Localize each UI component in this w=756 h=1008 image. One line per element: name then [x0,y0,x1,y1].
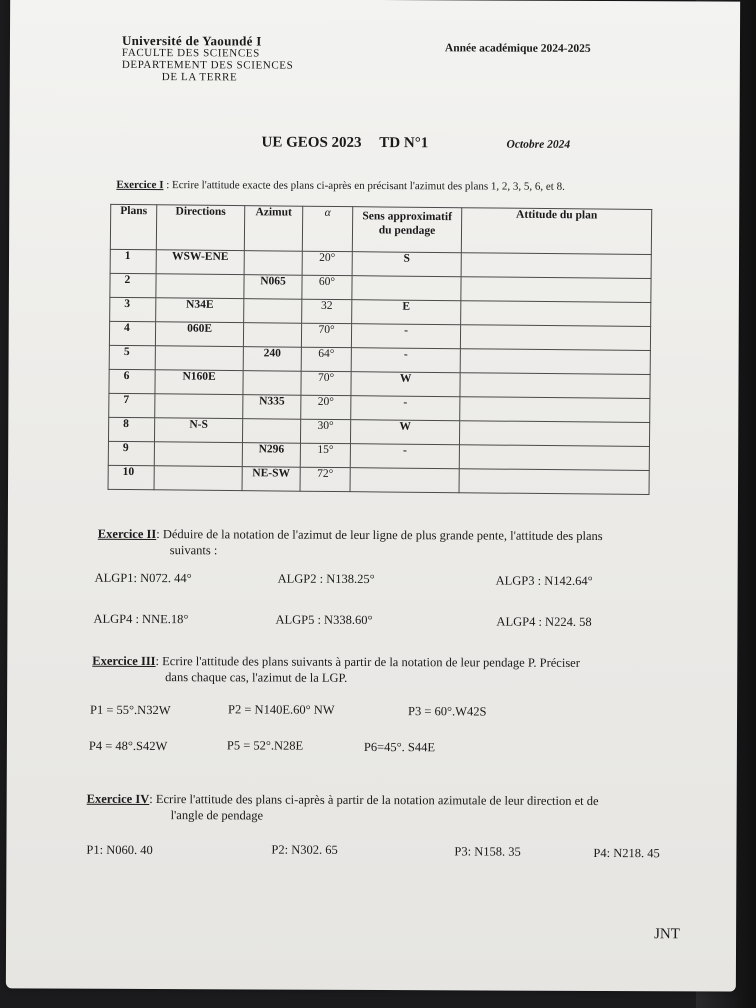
table-cell [155,394,243,419]
faculty-name: FACULTE DES SCIENCES [121,46,260,60]
table-cell: 20° [301,395,351,419]
attitude-table [108,204,653,495]
col-header: Attitude du plan [461,208,651,255]
table-cell: N296 [242,443,300,468]
table-cell: 2 [110,273,156,297]
table-cell [461,277,651,303]
table-cell: 32 [302,299,352,323]
table-cell [350,468,459,493]
exercise-2-instruction-cont: suivants : [169,543,218,558]
table-cell: WSW-ENE [156,250,244,275]
algp-item: ALGP2 : N138.25° [277,571,375,587]
exercise-2-label: Exercice II [97,526,157,542]
col-header: α [302,206,352,251]
table-cell: - [351,324,460,349]
plane-item: P2 = N140E.60° NW [228,702,335,717]
table-cell [243,323,301,348]
signature-initials: JNT [654,926,680,943]
document-date: Octobre 2024 [506,138,571,151]
table-cell [155,346,243,371]
table-cell: 7 [109,393,155,417]
table-cell: E [352,300,461,325]
table-cell: 70° [301,371,351,395]
table-cell [154,466,242,491]
university-name: Université de Yaoundé I [121,32,262,49]
table-cell [243,371,301,396]
institution-block [121,32,294,84]
exercise-1-heading [116,179,565,193]
exercise-4-heading [87,791,599,825]
table-cell: W [351,372,460,397]
algp-item: ALGP3 : N142.64° [495,573,593,588]
algp-item: ALGP1: N072. 44° [94,570,192,586]
table-cell [156,274,244,299]
table-cell [244,251,302,276]
table-cell [459,469,649,495]
exercise-1-instruction: : Ecrire l'attitude exacte des plans ci-après en précisant l'azimut des plans 1, 2, 3, 5, 6, et 8. [163,179,565,193]
table-cell [460,373,650,399]
table-cell: N-S [154,418,242,443]
table-cell: N065 [244,275,302,300]
table-body [108,249,651,494]
table-cell [459,445,649,471]
exercise-2-heading [98,526,603,560]
col-header: Azimut [244,206,302,252]
exercise-3-instruction-cont: dans chaque cas, l'azimut de la LGP. [165,670,348,685]
table-cell: - [350,444,459,469]
plane-item: P4: N218. 45 [593,845,660,861]
table-cell: N335 [243,395,301,420]
academic-year: Année académique 2024-2025 [444,42,591,55]
plane-item: P2: N302. 65 [271,842,338,857]
plane-item: P3: N158. 35 [454,844,521,859]
table-cell: 4 [109,321,155,345]
table-cell: 64° [301,347,351,371]
table-cell: 1 [110,249,156,273]
exercise-4-instruction-cont: l'angle de pendage [170,808,264,823]
table-cell: 8 [108,417,154,441]
col-header: Directions [156,205,244,251]
plane-item: P4 = 48°.S42W [88,738,168,754]
plane-item: P6=45°. S44E [363,739,436,755]
table-cell [154,442,242,467]
table-cell: W [350,420,459,445]
exercise-3-instruction: : Ecrire l'attitude des plans suivants à partir de la notation de leur pendage P. Préciser [155,654,580,670]
algp-item: ALGP5 : N338.60° [275,612,373,627]
table-cell: 240 [243,347,301,372]
table-cell: 72° [300,467,350,491]
table-cell: 70° [301,323,351,347]
exercise-3-heading [92,653,580,687]
table-cell: 30° [300,419,350,443]
td-number: TD N°1 [379,135,429,152]
table-cell [461,253,651,279]
table-cell: - [351,348,460,373]
course-title [261,135,428,153]
table-cell [244,299,302,324]
plane-item: P3 = 60°.W42S [408,704,487,719]
table-cell: 60° [302,275,352,299]
table-cell: 060E [155,322,243,347]
table-cell: 10 [108,465,154,489]
table-cell: 6 [109,369,155,393]
table-cell: 20° [302,251,352,275]
table-cell [460,349,650,375]
exercise-2-instruction: : Déduire de la notation de l'azimut de leur ligne de plus grande pente, l'attitude des plans [156,527,603,544]
plane-item: P5 = 52°.N28E [226,738,304,753]
table-cell [460,397,650,423]
table-cell [461,301,651,327]
exercise-1-label: Exercice I [116,178,164,192]
algp-item: ALGP4 : NNE.18° [93,611,189,627]
col-header: Sens approximatif du pendage [352,207,461,253]
exercise-4-label: Exercice IV [86,791,150,807]
table-cell: 9 [108,441,154,465]
table-cell: - [351,396,460,421]
exercise-4-instruction: : Ecrire l'attitude des plans ci-après à partir de la notation azimutale de leur direction et de [149,792,599,808]
plane-item: P1 = 55°.N32W [90,702,171,718]
algp-item: ALGP4 : N224. 58 [496,614,592,629]
plane-item: P1: N060. 40 [86,842,153,858]
table-cell [352,276,461,301]
table-cell: S [352,252,461,277]
department-name-cont: DE LA TERRE [161,71,238,84]
table-cell: 15° [300,443,350,467]
table-cell: NE-SW [242,467,300,492]
table-cell: 5 [109,345,155,369]
table-cell [459,421,649,447]
table-cell: N34E [156,298,244,323]
table-cell: N160E [155,370,243,395]
exercise-3-label: Exercice III [92,653,156,669]
table-cell [460,325,650,351]
table-header-row [110,204,651,254]
department-name: DEPARTEMENT DES SCIENCES [121,58,294,72]
course-code: UE GEOS 2023 [261,134,362,151]
table-cell: 3 [110,297,156,321]
col-header: Plans [110,204,156,249]
table-row [108,465,649,494]
table-cell [242,419,300,444]
document-page [6,0,740,992]
